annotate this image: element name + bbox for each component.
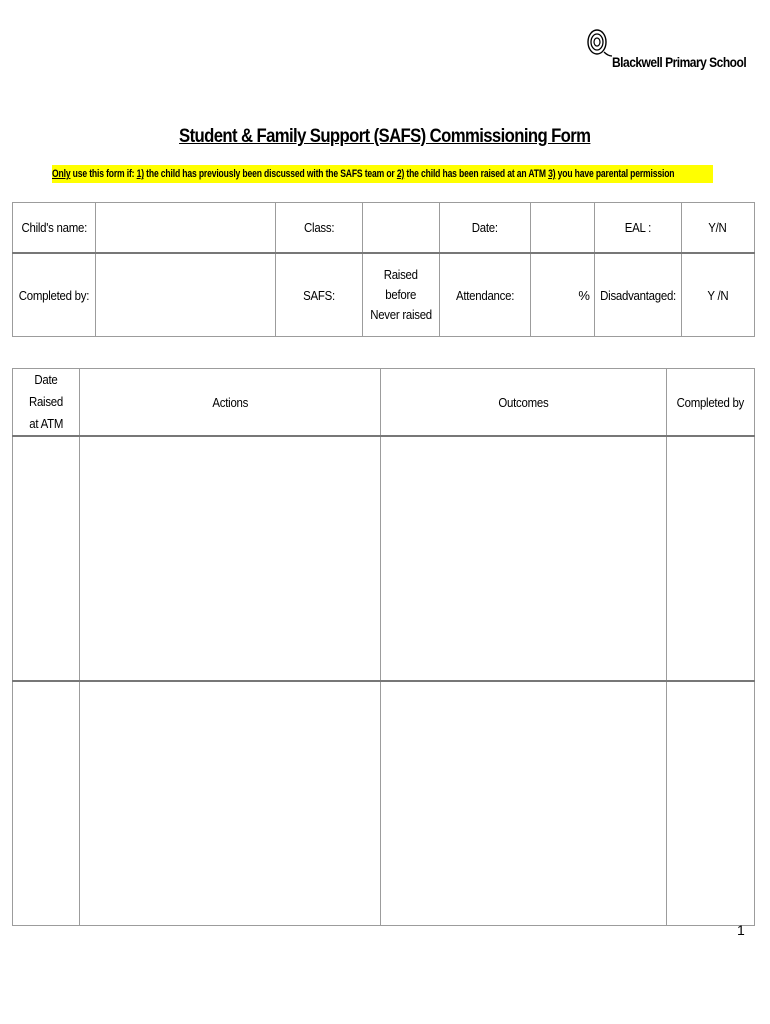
header-date-raised: Date Raised at ATM [13,369,80,437]
eal-label: EAL : [594,203,681,254]
table-row [13,681,755,926]
safs-option-raised-before[interactable]: Raised before [383,267,418,302]
class-field[interactable] [363,203,439,254]
safs-option-never-raised[interactable]: Never raised [370,307,432,322]
usage-notice: Only use this form if: 1) the child has previously been discussed with the SAFS team or 2) the child has been raised at an ATM 3) you have parental permission [52,165,713,183]
actions-cell[interactable] [79,436,381,681]
attendance-field[interactable]: % [531,253,594,337]
date-label: Date: [439,203,531,254]
completed-by-label: Completed by: [13,253,96,337]
page-number: 1 [737,922,745,938]
table-row [13,436,755,681]
actions-cell[interactable] [79,681,381,926]
header-completed-by: Completed by [667,369,755,437]
header-outcomes: Outcomes [381,369,667,437]
date-raised-cell[interactable] [13,436,80,681]
school-logo [586,26,746,76]
spiral-logo-icon [586,26,614,62]
safs-label: SAFS: [275,253,362,337]
form-title: Student & Family Support (SAFS) Commissioning Form [179,126,591,147]
outcomes-cell[interactable] [381,436,667,681]
completed-by-cell[interactable] [667,681,755,926]
actions-table [12,368,755,926]
notice-only: Only [52,168,71,180]
school-name: Blackwell Primary School [612,54,747,70]
safs-options[interactable] [363,253,439,337]
date-field[interactable] [531,203,594,254]
student-details-table [12,202,755,337]
outcomes-cell[interactable] [381,681,667,926]
disadvantaged-label: Disadvantaged: [594,253,681,337]
childs-name-field[interactable] [95,203,275,254]
completed-by-field[interactable] [95,253,275,337]
date-raised-cell[interactable] [13,681,80,926]
attendance-label: Attendance: [439,253,531,337]
header-actions: Actions [79,369,381,437]
completed-by-cell[interactable] [667,436,755,681]
disadvantaged-field[interactable]: Y /N [681,253,754,337]
eal-field[interactable]: Y/N [681,203,754,254]
childs-name-label: Child's name: [13,203,96,254]
class-label: Class: [275,203,362,254]
